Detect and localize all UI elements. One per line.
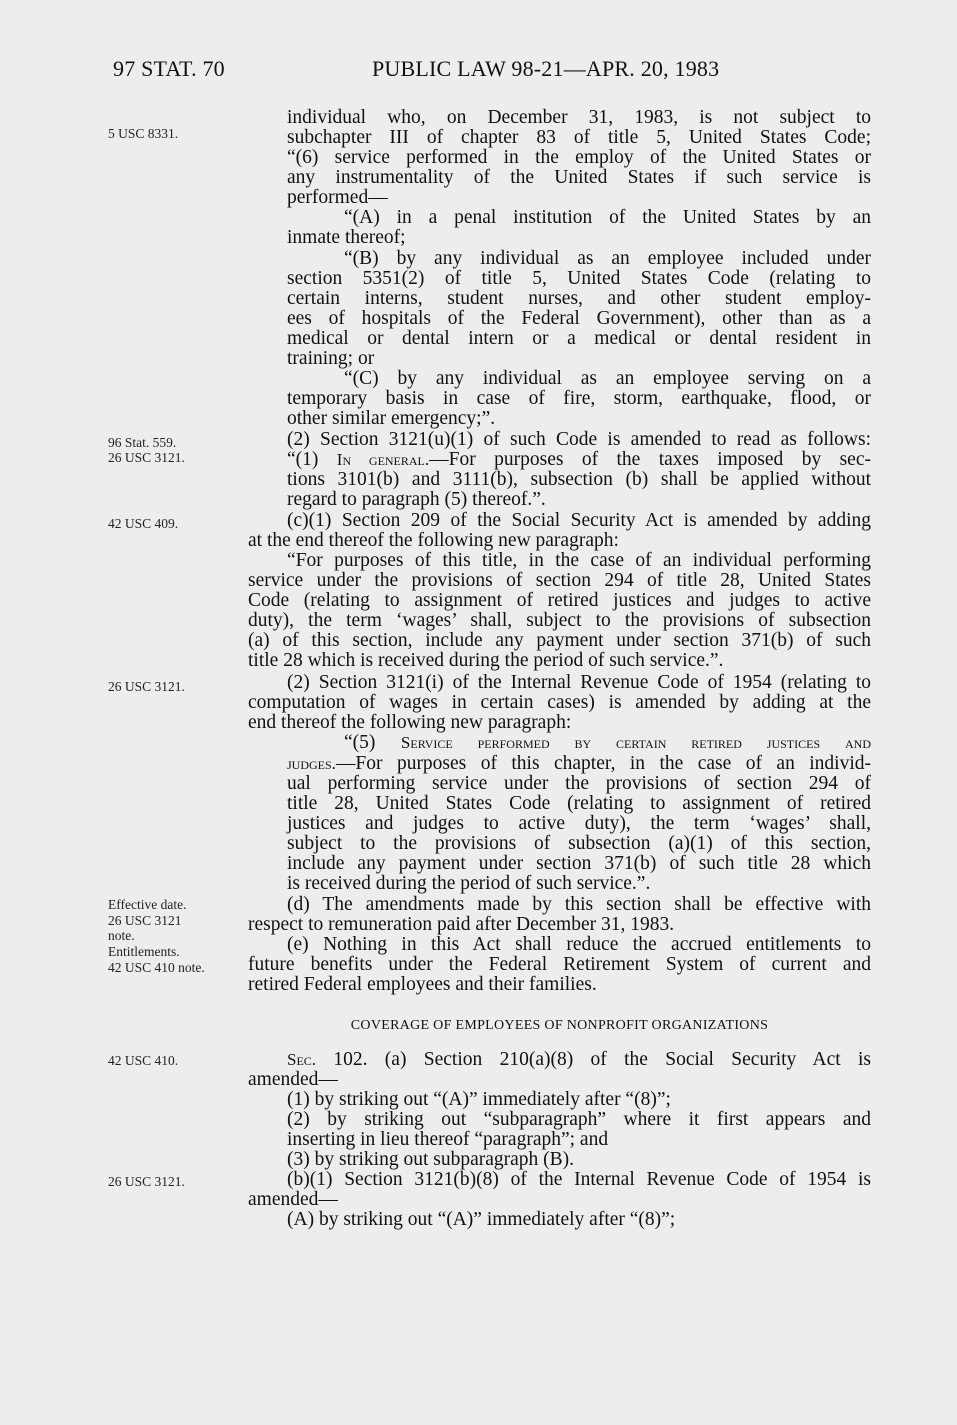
page-number: 97 STAT. 70 <box>113 56 225 81</box>
margin-note: 26 USC 3121. <box>108 1174 185 1189</box>
text-line: ual performing service under the provisions of section 294 of <box>287 773 871 794</box>
text-line: (1) by striking out “(A)” immediately after “(8)”; <box>287 1089 671 1110</box>
margin-note: note. <box>108 928 135 943</box>
text-line: respect to remuneration paid after December 31, 1983. <box>248 914 675 935</box>
text-line: include any payment under section 371(b) of such title 28 which <box>287 853 871 874</box>
text-line: (2) by striking out “subparagraph” where it first appears and <box>287 1109 871 1130</box>
margin-note: 42 USC 410 note. <box>108 960 205 975</box>
text-line: “(C) by any individual as an employee serving on a <box>344 368 871 389</box>
text-line: amended— <box>248 1189 338 1210</box>
text-line: other similar emergency;”. <box>287 408 496 429</box>
text-line: (b)(1) Section 3121(b)(8) of the Internal Revenue Code of 1954 is <box>287 1169 871 1190</box>
text-line: justices and judges to active duty), the term ‘wages’ shall, <box>287 813 871 834</box>
text-line: “(B) by any individual as an employee included under <box>344 248 871 269</box>
margin-note: Entitlements. <box>108 944 180 959</box>
text-line: (2) Section 3121(u)(1) of such Code is amended to read as follows: <box>287 429 871 450</box>
text-line: duty), the term ‘wages’ shall, subject to the provisions of subsection <box>248 610 871 631</box>
text-line: end thereof the following new paragraph: <box>248 712 572 733</box>
margin-note: 26 USC 3121. <box>108 679 185 694</box>
text-line: “(A) in a penal institution of the United States by an <box>344 207 871 228</box>
text-line: amended— <box>248 1069 338 1090</box>
text-line: retired Federal employees and their families. <box>248 974 597 995</box>
text-line: (c)(1) Section 209 of the Social Security Act is amended by adding <box>287 510 871 531</box>
text-line: subject to the provisions of subsection (a)(1) of this section, <box>287 833 871 854</box>
text-line: service under the provisions of section 294 of title 28, United States <box>248 570 871 591</box>
margin-note: 42 USC 410. <box>108 1053 179 1068</box>
text-run: “(5) <box>344 732 401 753</box>
text-line: training; or <box>287 348 375 369</box>
margin-note: 26 USC 3121 <box>108 913 182 928</box>
text-line: Code (relating to assignment of retired justices and judges to active <box>248 590 871 611</box>
text-line: section 5351(2) of title 5, United States Code (relating to <box>287 268 871 289</box>
text-line: inmate thereof; <box>287 227 406 248</box>
margin-note: Effective date. <box>108 897 187 912</box>
text-line: (2) Section 3121(i) of the Internal Revenue Code of 1954 (relating to <box>287 672 871 693</box>
text-line: (e) Nothing in this Act shall reduce the accrued entitlements to <box>287 934 871 955</box>
text-line: performed— <box>287 187 388 208</box>
text-line: individual who, on December 31, 1983, is not subject to <box>287 107 871 128</box>
text-line <box>287 1050 871 1071</box>
text-line: (a) of this section, include any payment under section 371(b) of such <box>248 630 871 651</box>
text-line: “For purposes of this title, in the case of an individual performing <box>287 550 871 571</box>
text-line: computation of wages in certain cases) is amended by adding at the <box>248 692 871 713</box>
text-run: judges. <box>287 754 336 773</box>
text-line: certain interns, student nurses, and other student employ- <box>287 288 871 309</box>
text-line: inserting in lieu thereof “paragraph”; and <box>287 1129 609 1150</box>
text-line: (3) by striking out subparagraph (B). <box>287 1149 575 1170</box>
text-line <box>287 754 871 775</box>
margin-note: 26 USC 3121. <box>108 450 185 465</box>
section-heading: COVERAGE OF EMPLOYEES OF NONPROFIT ORGANIZATIONS <box>350 1018 769 1033</box>
text-line: title 28 which is received during the period of such service.”. <box>248 650 724 671</box>
text-line: tions 3101(b) and 3111(b), subsection (b) shall be applied without <box>287 469 871 490</box>
running-head: PUBLIC LAW 98-21—APR. 20, 1983 <box>372 56 720 81</box>
text-run: —For purposes of this chapter, in the case of an individ- <box>335 753 871 774</box>
text-run: In general. <box>336 450 430 469</box>
text-run: Sec. <box>287 1050 317 1069</box>
text-run: —For purposes of the taxes imposed by sec- <box>429 449 871 470</box>
text-line <box>287 450 871 471</box>
text-line: future benefits under the Federal Retirement System of current and <box>248 954 871 975</box>
text-line <box>344 733 871 754</box>
text-line: regard to paragraph (5) thereof.”. <box>287 489 546 510</box>
text-line: at the end thereof the following new paragraph: <box>248 530 619 551</box>
text-run: 102. (a) Section 210(a)(8) of the Social Security Act is <box>316 1049 871 1070</box>
text-line: any instrumentality of the United States if such service is <box>287 167 871 188</box>
text-line: title 28, United States Code (relating to assignment of retired <box>287 793 871 814</box>
text-run: “(1) <box>287 449 337 470</box>
text-run: Service performed by certain retired justices and <box>400 733 871 752</box>
text-line: “(6) service performed in the employ of the United States or <box>287 147 871 168</box>
margin-note: 96 Stat. 559. <box>108 435 177 450</box>
text-line: medical or dental intern or a medical or dental resident in <box>287 328 871 349</box>
text-line: temporary basis in case of fire, storm, earthquake, flood, or <box>287 388 871 409</box>
text-line: is received during the period of such service.”. <box>287 873 651 894</box>
text-line: (d) The amendments made by this section shall be effective with <box>287 894 871 915</box>
margin-note: 5 USC 8331. <box>108 126 179 141</box>
text-line: (A) by striking out “(A)” immediately after “(8)”; <box>287 1209 676 1230</box>
text-line: subchapter III of chapter 83 of title 5, United States Code; <box>287 127 871 148</box>
margin-note: 42 USC 409. <box>108 516 179 531</box>
text-line: ees of hospitals of the Federal Government), other than as a <box>287 308 871 329</box>
